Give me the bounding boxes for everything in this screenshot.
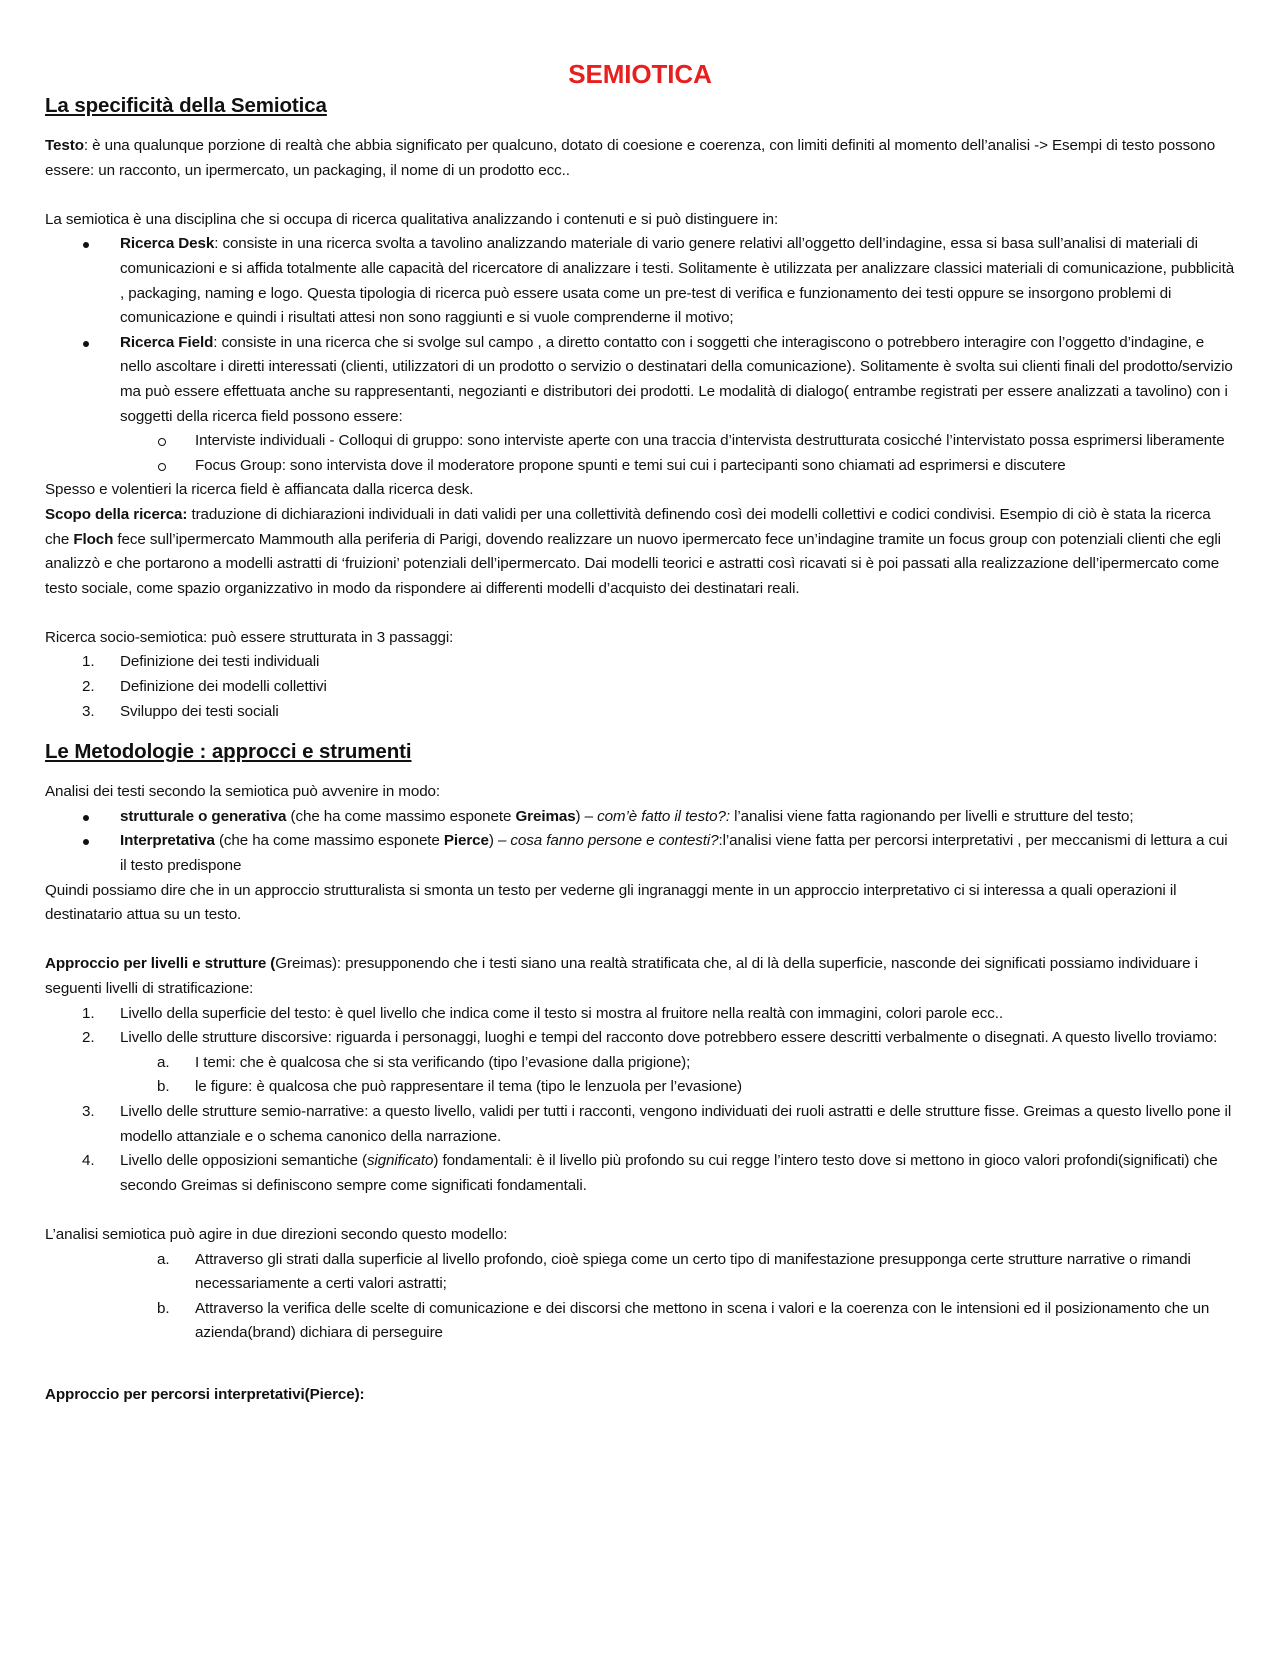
section-heading-metodologie: Le Metodologie : approcci e strumenti bbox=[45, 740, 412, 764]
dialogue-modes-list bbox=[45, 429, 1235, 478]
list-item: 3. Livello delle strutture semio-narrative: a questo livello, validi per tutti i racconti, vengono individuati dei ruoli astratti e delle strutture fisse. Greimas a questo livello pone il modello attanziale e o schema canonico della narrazione. bbox=[82, 1102, 1232, 1145]
directions-list bbox=[45, 1248, 1235, 1346]
list-item: 4. Livello delle opposizioni semantiche (significato) fondamentali: è il livello più profondo su cui regge l’intero testo dove si mettono in gioco valori profondi(significati) che secondo Greimas si definiscono sempre come significati fondamentali. bbox=[82, 1152, 1218, 1194]
levels-list bbox=[45, 1002, 1235, 1051]
section-heading-specificita: La specificità della Semiotica bbox=[45, 94, 327, 117]
levels-list-continued bbox=[45, 1100, 1235, 1198]
socio-steps-list bbox=[45, 650, 1235, 724]
list-item-focus-group: Focus Group: sono intervista dove il moderatore propone spunti e temi sui cui i partecipanti sono chiamati ad esprimersi e discutere bbox=[45, 454, 1235, 479]
circle-bullet-icon bbox=[158, 438, 166, 446]
list-item: 3. Sviluppo dei testi sociali bbox=[82, 702, 279, 720]
list-item-ricerca-desk: Ricerca Desk: consiste in una ricerca svolta a tavolino analizzando materiale di vario genere relativi all’oggetto dell’indagine, essa si basa sull’analisi di materiali di comunicazioni e si affida totalmente alle capacità del ricercatore di analizzare i testi. Solitamente è utilizzata per analizzare classici materiali di comunicazione, pubblicità , packaging, naming e logo. Questa tipologia di ricerca può essere usata come un pre-test di verifica e funzionamento dei testi oppure se insorgono problemi di comunicazione e quindi i risultati attesi non sono raggiunti e si vuole comprenderne il motivo; bbox=[45, 232, 1235, 330]
list-item: b. le figure: è qualcosa che può rappresentare il tema (tipo le lenzuola per l’evasione) bbox=[157, 1078, 743, 1096]
approccio-interpretativi-heading: Approccio per percorsi interpretativi(Pierce): bbox=[45, 1385, 365, 1403]
quindi-paragraph: Quindi possiamo dire che in un approccio strutturalista si smonta un testo per vederne gli ingranaggi mente in un approccio interpretativo ci si interessa a quali operazioni il destinatario attua su un testo. bbox=[45, 881, 1177, 924]
list-item: 1. Definizione dei testi individuali bbox=[82, 653, 320, 671]
bullet-icon bbox=[83, 242, 89, 248]
bullet-icon bbox=[83, 815, 89, 821]
level2-sublist bbox=[45, 1051, 1235, 1100]
bullet-icon bbox=[83, 341, 89, 347]
list-item-ricerca-field: Ricerca Field: consiste in una ricerca che si svolge sul campo , a diretto contatto con i soggetti che interagiscono o potrebbero interagire con l’oggetto d’indagine, e nello ascoltare i diretti interessati (clienti, utilizzatori di un prodotto o servizio o destinatari della comunicazione). Solitamente è svolta sui clienti finali del prodotto/servizio ma può essere effettuata anche su rappresentanti, negozianti e distributori dei prodotti. Le modalità di dialogo( entrambe registrati per essere analizzati a tavolino) con i soggetti della ricerca field possono essere: bbox=[45, 331, 1235, 429]
analisi-direzioni-intro: L’analisi semiotica può agire in due direzioni secondo questo modello: bbox=[45, 1225, 508, 1243]
list-item: a. Attraverso gli strati dalla superficie al livello profondo, cioè spiega come un certo tipo di manifestazione presupponga certe strutture narrative o rimandi necessariamente a certi valori astratti; bbox=[157, 1250, 1191, 1293]
list-item-interpretativa: Interpretativa (che ha come massimo esponete Pierce) – cosa fanno persone e contesti?:l’analisi viene fatta per percorsi interpretativi , per meccanismi di lettura a cui il testo predispone bbox=[45, 829, 1235, 878]
analisi-intro: Analisi dei testi secondo la semiotica può avvenire in modo: bbox=[45, 783, 441, 801]
document-title: SEMIOTICA bbox=[568, 59, 712, 89]
testo-definition: Testo: è una qualunque porzione di realtà che abbia significato per qualcuno, dotato di coesione e coerenza, con limiti definiti al momento dell’analisi -> Esempi di testo possono essere: un racconto, un ipermercato, un packaging, il nome di un prodotto ecc.. bbox=[45, 137, 1216, 179]
list-item: 2. Livello delle strutture discorsive: riguarda i personaggi, luoghi e tempi del racconto dove potrebbero essere descritti verbalmente o disegnati. A questo livello troviamo: bbox=[82, 1029, 1218, 1047]
circle-bullet-icon bbox=[158, 463, 166, 471]
spesso-paragraph: Spesso e volentieri la ricerca field è affiancata dalla ricerca desk. bbox=[45, 481, 474, 499]
semiotica-intro: La semiotica è una disciplina che si occupa di ricerca qualitativa analizzando i contenuti e si può distinguere in: bbox=[45, 210, 779, 228]
approccio-livelli-paragraph: Approccio per livelli e strutture (Greimas): presupponendo che i testi siano una realtà stratificata che, al di là della superficie, nasconde dei significati possiamo individuare i seguenti livelli di stratificazione: bbox=[45, 955, 1198, 997]
list-item-strutturale: strutturale o generativa (che ha come massimo esponete Greimas) – com’è fatto il testo?: l’analisi viene fatta ragionando per livelli e strutture del testo; bbox=[45, 805, 1235, 830]
list-item-interviste: Interviste individuali - Colloqui di gruppo: sono interviste aperte con una traccia d’intervista destrutturata cosicché l’intervistato possa esprimersi liberamente bbox=[45, 429, 1235, 454]
scopo-paragraph: Scopo della ricerca: traduzione di dichiarazioni individuali in dati validi per una collettività definendo così dei modelli collettivi e codici condivisi. Esempio di ciò è stata la ricerca che Floch fece sull’ipermercato Mammouth alla periferia di Parigi, dovendo realizzare un nuovo ipermercato fece un’indagine tramite un focus group con potenziali clienti che egli analizzò e che portarono a modelli astratti di ‘fruizioni’ potenziali dell’ipermercato. Dai modelli teorici e astratti così ricavati si è poi passati alla realizzazione dell’ipermercato come testo sociale, come spazio organizzativo in modo da rispondere ai differenti modelli d’acquisto dei destinatari reali. bbox=[45, 505, 1221, 597]
list-item: 1. Livello della superficie del testo: è quel livello che indica come il testo si mostra al fruitore nella realtà con immagini, colori parole ecc.. bbox=[82, 1004, 1003, 1022]
research-types-list bbox=[45, 232, 1235, 429]
approach-list bbox=[45, 805, 1235, 879]
list-item: a. I temi: che è qualcosa che si sta verificando (tipo l’evasione dalla prigione); bbox=[157, 1053, 691, 1071]
bullet-icon bbox=[83, 839, 89, 845]
socio-semiotica-intro: Ricerca socio-semiotica: può essere strutturata in 3 passaggi: bbox=[45, 628, 454, 646]
list-item: 2. Definizione dei modelli collettivi bbox=[82, 678, 327, 696]
list-item: b. Attraverso la verifica delle scelte di comunicazione e dei discorsi che mettono in scena i valori e la coerenza con le intensioni ed il posizionamento che un azienda(brand) dichiara di perseguire bbox=[157, 1299, 1210, 1342]
